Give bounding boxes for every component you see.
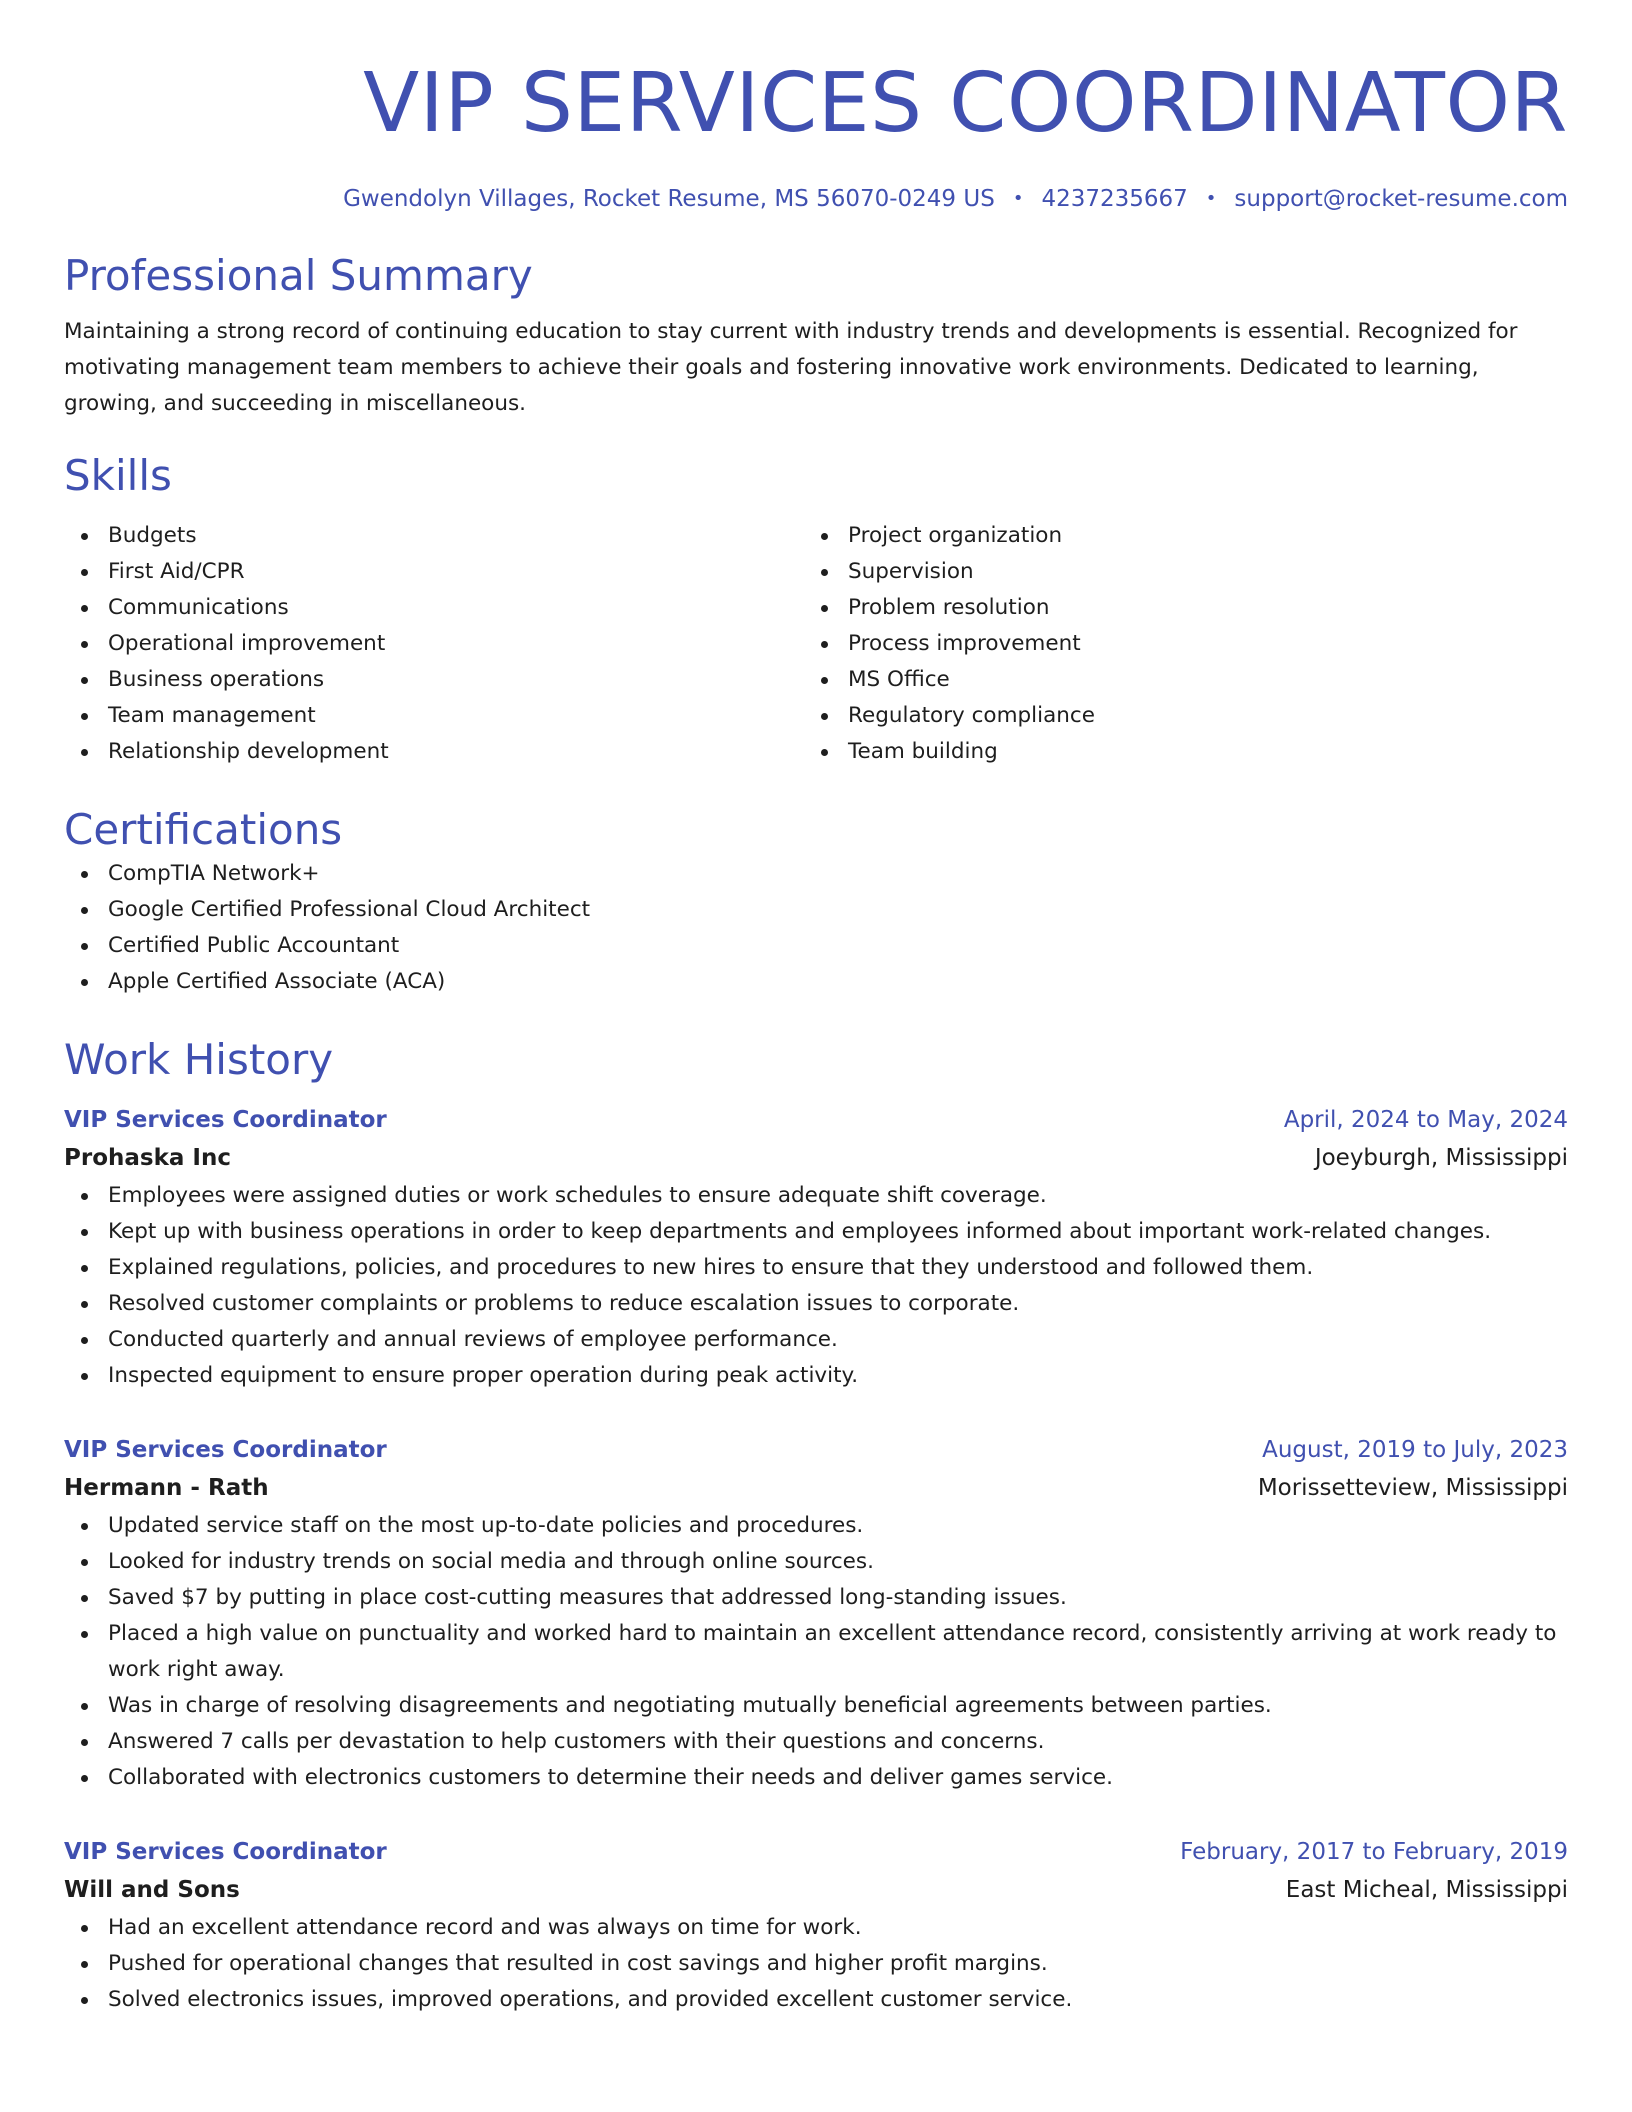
skill-item: Communications bbox=[64, 590, 804, 626]
skill-item: Team management bbox=[64, 698, 804, 734]
job-duties-list bbox=[64, 1178, 1568, 1394]
job-location: Morissetteview, Mississippi bbox=[1257, 1475, 1568, 1501]
job-company-row bbox=[64, 1870, 1568, 1910]
job-duty-item: Solved electronics issues, improved operations, and provided excellent customer service. bbox=[64, 1982, 1568, 2018]
job-dates: April, 2024 to May, 2024 bbox=[1283, 1107, 1568, 1133]
job-location: East Micheal, Mississippi bbox=[1285, 1877, 1568, 1903]
resume-name-title: VIP SERVICES COORDINATOR bbox=[363, 56, 1568, 151]
skill-item: MS Office bbox=[804, 662, 1544, 698]
contact-phone: 4237235667 bbox=[1041, 186, 1188, 212]
job-location: Joeyburgh, Mississippi bbox=[1314, 1145, 1568, 1171]
job-title: VIP Services Coordinator bbox=[64, 1107, 387, 1133]
job-company: Hermann - Rath bbox=[64, 1475, 269, 1501]
contact-separator: • bbox=[1205, 188, 1217, 209]
job-duty-item: Collaborated with electronics customers to determine their needs and deliver games service. bbox=[64, 1760, 1568, 1796]
certification-item: Certified Public Accountant bbox=[64, 928, 1568, 964]
skill-item: Budgets bbox=[64, 518, 804, 554]
skill-item: Business operations bbox=[64, 662, 804, 698]
job-company-row bbox=[64, 1468, 1568, 1508]
job-duties-list bbox=[64, 1910, 1568, 2018]
job-duty-item: Looked for industry trends on social media and through online sources. bbox=[64, 1544, 1568, 1580]
job-duty-item: Kept up with business operations in order to keep departments and employees informed about important work-related changes. bbox=[64, 1214, 1568, 1250]
skills-list-right bbox=[804, 518, 1544, 770]
certifications-list bbox=[64, 856, 1568, 1000]
skill-item: First Aid/CPR bbox=[64, 554, 804, 590]
job-duty-item: Had an excellent attendance record and was always on time for work. bbox=[64, 1910, 1568, 1946]
skills-grid bbox=[64, 518, 1568, 770]
contact-separator: • bbox=[1012, 188, 1024, 209]
certification-item: Google Certified Professional Cloud Architect bbox=[64, 892, 1568, 928]
job-duty-item: Updated service staff on the most up-to-date policies and procedures. bbox=[64, 1508, 1568, 1544]
job-duty-item: Resolved customer complaints or problems to reduce escalation issues to corporate. bbox=[64, 1286, 1568, 1322]
skills-list-left bbox=[64, 518, 804, 770]
job-duty-item: Saved $7 by putting in place cost-cutting measures that addressed long-standing issues. bbox=[64, 1580, 1568, 1616]
skill-item: Team building bbox=[804, 734, 1544, 770]
job-duty-item: Employees were assigned duties or work schedules to ensure adequate shift coverage. bbox=[64, 1178, 1568, 1214]
certification-item: CompTIA Network+ bbox=[64, 856, 1568, 892]
contact-line bbox=[64, 184, 1568, 214]
contact-email: support@rocket-resume.com bbox=[1234, 186, 1568, 212]
certifications-heading: Certifications bbox=[64, 805, 343, 854]
job-duty-item: Inspected equipment to ensure proper operation during peak activity. bbox=[64, 1358, 1568, 1394]
skill-item: Regulatory compliance bbox=[804, 698, 1544, 734]
certification-item: Apple Certified Associate (ACA) bbox=[64, 964, 1568, 1000]
job-header-row bbox=[64, 1834, 1568, 1870]
job-entry bbox=[64, 1432, 1568, 1796]
job-duties-list bbox=[64, 1508, 1568, 1796]
job-entry bbox=[64, 1834, 1568, 2018]
job-header-row bbox=[64, 1432, 1568, 1468]
job-duty-item: Conducted quarterly and annual reviews of employee performance. bbox=[64, 1322, 1568, 1358]
job-entry bbox=[64, 1102, 1568, 1394]
job-company: Will and Sons bbox=[64, 1877, 240, 1903]
skill-item: Supervision bbox=[804, 554, 1544, 590]
contact-address: Gwendolyn Villages, Rocket Resume, MS 56070-0249 US bbox=[343, 186, 995, 212]
job-title: VIP Services Coordinator bbox=[64, 1437, 387, 1463]
job-header-row bbox=[64, 1102, 1568, 1138]
job-company-row bbox=[64, 1138, 1568, 1178]
job-title: VIP Services Coordinator bbox=[64, 1839, 387, 1865]
work-history-heading: Work History bbox=[64, 1035, 334, 1084]
job-company: Prohaska Inc bbox=[64, 1145, 231, 1171]
job-dates: February, 2017 to February, 2019 bbox=[1180, 1839, 1568, 1865]
summary-text: Maintaining a strong record of continuing education to stay current with industry trends and developments is essential. Recognized for motivating management team members to achieve their goals and fostering innovative work environments. Dedicated to learning, growing, and succeeding in miscellaneous. bbox=[64, 319, 1518, 416]
job-dates: August, 2019 to July, 2023 bbox=[1262, 1437, 1568, 1463]
job-duty-item: Pushed for operational changes that resulted in cost savings and higher profit margins. bbox=[64, 1946, 1568, 1982]
job-duty-item: Answered 7 calls per devastation to help customers with their questions and concerns. bbox=[64, 1724, 1568, 1760]
summary-heading: Professional Summary bbox=[64, 251, 533, 300]
job-duty-item: Explained regulations, policies, and procedures to new hires to ensure that they understood and followed them. bbox=[64, 1250, 1568, 1286]
skill-item: Project organization bbox=[804, 518, 1544, 554]
skills-heading: Skills bbox=[64, 451, 172, 500]
skill-item: Process improvement bbox=[804, 626, 1544, 662]
job-duty-item: Placed a high value on punctuality and worked hard to maintain an excellent attendance record, consistently arriving at work ready to work right away. bbox=[64, 1616, 1568, 1688]
skill-item: Problem resolution bbox=[804, 590, 1544, 626]
job-duty-item: Was in charge of resolving disagreements and negotiating mutually beneficial agreements between parties. bbox=[64, 1688, 1568, 1724]
skill-item: Operational improvement bbox=[64, 626, 804, 662]
skill-item: Relationship development bbox=[64, 734, 804, 770]
